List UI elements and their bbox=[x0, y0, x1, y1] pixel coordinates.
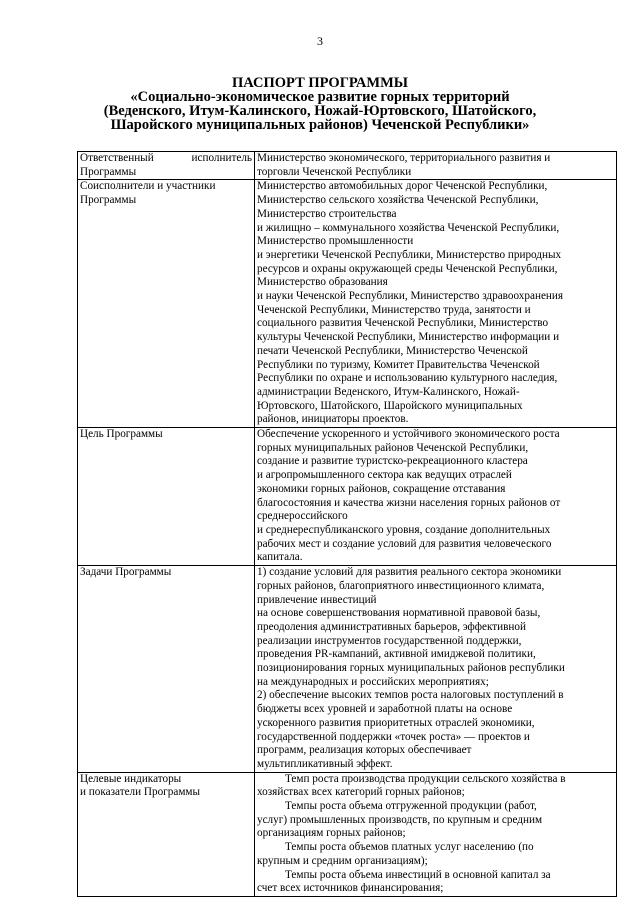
row-value-line: Обеспечение ускоренного и устойчивого экономического роста bbox=[257, 428, 560, 441]
table-row-goal bbox=[78, 428, 617, 566]
row-value-line: торговли Чеченской Республики bbox=[257, 165, 412, 178]
row-value-line: районов, инициаторы проектов. bbox=[257, 413, 409, 426]
row-value-line: социального развития Чеченской Республики, Министерство bbox=[257, 317, 549, 330]
row-value-line: печати Чеченской Республики, Министерство Чеченской bbox=[257, 344, 528, 357]
row-value-line: ускоренного развития приоритетных отраслей экономики, bbox=[257, 716, 535, 729]
row-value-cell bbox=[255, 180, 617, 428]
row-value-line: и жилищно – коммунального хозяйства Чеченской Республики, bbox=[257, 221, 560, 234]
row-value-line: экономики горных районов, сокращение отставания bbox=[257, 482, 506, 495]
row-value-line: Министерство промышленности bbox=[257, 235, 414, 248]
row-value-line: среднероссийского bbox=[257, 510, 348, 523]
row-value-line: и среднереспубликанского уровня, создание дополнительных bbox=[257, 523, 551, 536]
passport-table bbox=[77, 151, 617, 897]
row-value-cell bbox=[255, 428, 617, 566]
row-label-line: Задачи Программы bbox=[80, 566, 172, 579]
row-value-line: благосостояния и качества жизни населения горных районов от bbox=[257, 496, 561, 509]
row-value-line: Чеченской Республики, Министерство труда, занятости и bbox=[257, 303, 531, 316]
row-label-word: Ответственный bbox=[80, 152, 154, 164]
row-value-cell bbox=[255, 566, 617, 773]
row-value-line: бюджеты всех уровней и заработной платы на основе bbox=[257, 703, 513, 716]
title-line: «Социально-экономическое развитие горных территорий bbox=[130, 89, 510, 105]
document-title bbox=[40, 76, 600, 132]
title-line: ПАСПОРТ ПРОГРАММЫ bbox=[231, 75, 409, 91]
row-value-line: горных районов, благоприятного инвестиционного климата, bbox=[257, 579, 545, 592]
row-label-line: Программы bbox=[80, 194, 137, 207]
row-value-line: капитала. bbox=[257, 551, 303, 564]
row-value-line: культуры Чеченской Республики, Министерство информации и bbox=[257, 331, 560, 344]
row-value-line: горных муниципальных районов Чеченской Республики, bbox=[257, 441, 529, 454]
row-value-line: привлечение инвестиций bbox=[257, 593, 377, 606]
row-value-line: Министерство сельского хозяйства Чеченской Республики, bbox=[257, 194, 539, 207]
row-value-line: хозяйствах всех категорий горных районов; bbox=[257, 786, 465, 799]
table-row-responsible-executor bbox=[78, 152, 617, 180]
row-value-line: преодоления административных барьеров, эффективной bbox=[257, 620, 526, 633]
row-value-line: Темпы роста объема инвестиций в основной капитал за bbox=[285, 868, 551, 881]
row-value-line: и науки Чеченской Республики, Министерство здравоохранения bbox=[257, 290, 564, 303]
row-label-line: Цель Программы bbox=[80, 428, 163, 441]
table-row-co-executors bbox=[78, 180, 617, 428]
row-value-line: проведения PR-кампаний, активной имиджевой политики, bbox=[257, 648, 536, 661]
row-value-line: ресурсов и охраны окружающей среды Чеченской Республики, bbox=[257, 262, 558, 275]
row-value-line: Министерство образования bbox=[257, 276, 388, 289]
row-label-line bbox=[80, 152, 252, 166]
row-value-line: мультипликативный эффект. bbox=[257, 757, 393, 770]
row-value-line: на международных и российских мероприятиях; bbox=[257, 675, 489, 688]
row-value-line: Министерство автомобильных дорог Чеченской Республики, bbox=[257, 180, 548, 193]
row-value-line: позиционирования горных муниципальных районов республики bbox=[257, 662, 565, 675]
title-line: (Веденского, Итум-Калинского, Ножай-Юртовского, Шатойского, bbox=[103, 103, 537, 119]
row-label-line: Программы bbox=[80, 165, 137, 178]
row-value-line: государственной поддержки «точек роста» — проектов и bbox=[257, 730, 530, 743]
row-value-line: Юртовского, Шатойского, Шаройского муниципальных bbox=[257, 399, 523, 412]
row-label-cell bbox=[78, 566, 255, 773]
row-label-word: исполнитель bbox=[191, 152, 252, 164]
row-value-line: и агропромышленного сектора как ведущих отраслей bbox=[257, 469, 512, 482]
row-value-line: создание и развитие туристско-рекреационного кластера bbox=[257, 455, 528, 468]
row-value-line: программ, реализация которых обеспечивает bbox=[257, 744, 472, 757]
row-label-cell bbox=[78, 180, 255, 428]
row-value-line: 2) обеспечение высоких темпов роста налоговых поступлений в bbox=[257, 689, 564, 702]
row-value-line: администрации Веденского, Итум-Калинского, Ножай- bbox=[257, 385, 520, 398]
row-label-line: Соисполнители и участники bbox=[80, 180, 216, 193]
row-value-line: и энергетики Чеченской Республики, Министерство природных bbox=[257, 248, 562, 261]
row-value-line: Республики по туризму, Комитет Правительства Чеченской bbox=[257, 358, 540, 371]
row-value-line: 1) создание условий для развития реального сектора экономики bbox=[257, 566, 562, 579]
row-value-cell bbox=[255, 772, 617, 896]
row-value-line: услуг) промышленных производств, по крупным и средним bbox=[257, 813, 543, 826]
row-value-line: реализации инструментов государственной поддержки, bbox=[257, 634, 522, 647]
page-number: 3 bbox=[317, 34, 323, 48]
row-value-line: Республики по охране и использованию культурного наследия, bbox=[257, 372, 558, 385]
row-value-line: Министерство экономического, территориального развития и bbox=[257, 152, 551, 164]
row-value-cell bbox=[255, 152, 617, 180]
table-row-tasks bbox=[78, 566, 617, 773]
table-row-indicators bbox=[78, 772, 617, 896]
row-value-line: Темпы роста объемов платных услуг населению (по bbox=[285, 841, 534, 854]
row-value-line: крупным и средним организациям); bbox=[257, 854, 428, 867]
title-line: Шаройского муниципальных районов) Чеченской Республики» bbox=[110, 117, 530, 133]
row-value-line: счет всех источников финансирования; bbox=[257, 882, 444, 895]
row-label-line: Целевые индикаторы bbox=[80, 772, 182, 785]
row-value-line: на основе совершенствования нормативной правовой базы, bbox=[257, 607, 541, 620]
row-label-cell bbox=[78, 152, 255, 180]
row-label-cell bbox=[78, 772, 255, 896]
row-value-line: Темп роста производства продукции сельского хозяйства в bbox=[285, 772, 566, 785]
row-label-cell bbox=[78, 428, 255, 566]
row-value-line: Темпы роста объема отгруженной продукции (работ, bbox=[285, 800, 537, 813]
row-value-line: организациям горных районов; bbox=[257, 827, 406, 840]
row-value-line: рабочих мест и создание условий для развития человеческого bbox=[257, 537, 552, 550]
row-label-line: и показатели Программы bbox=[80, 786, 201, 799]
row-value-line: Министерство строительства bbox=[257, 207, 397, 220]
